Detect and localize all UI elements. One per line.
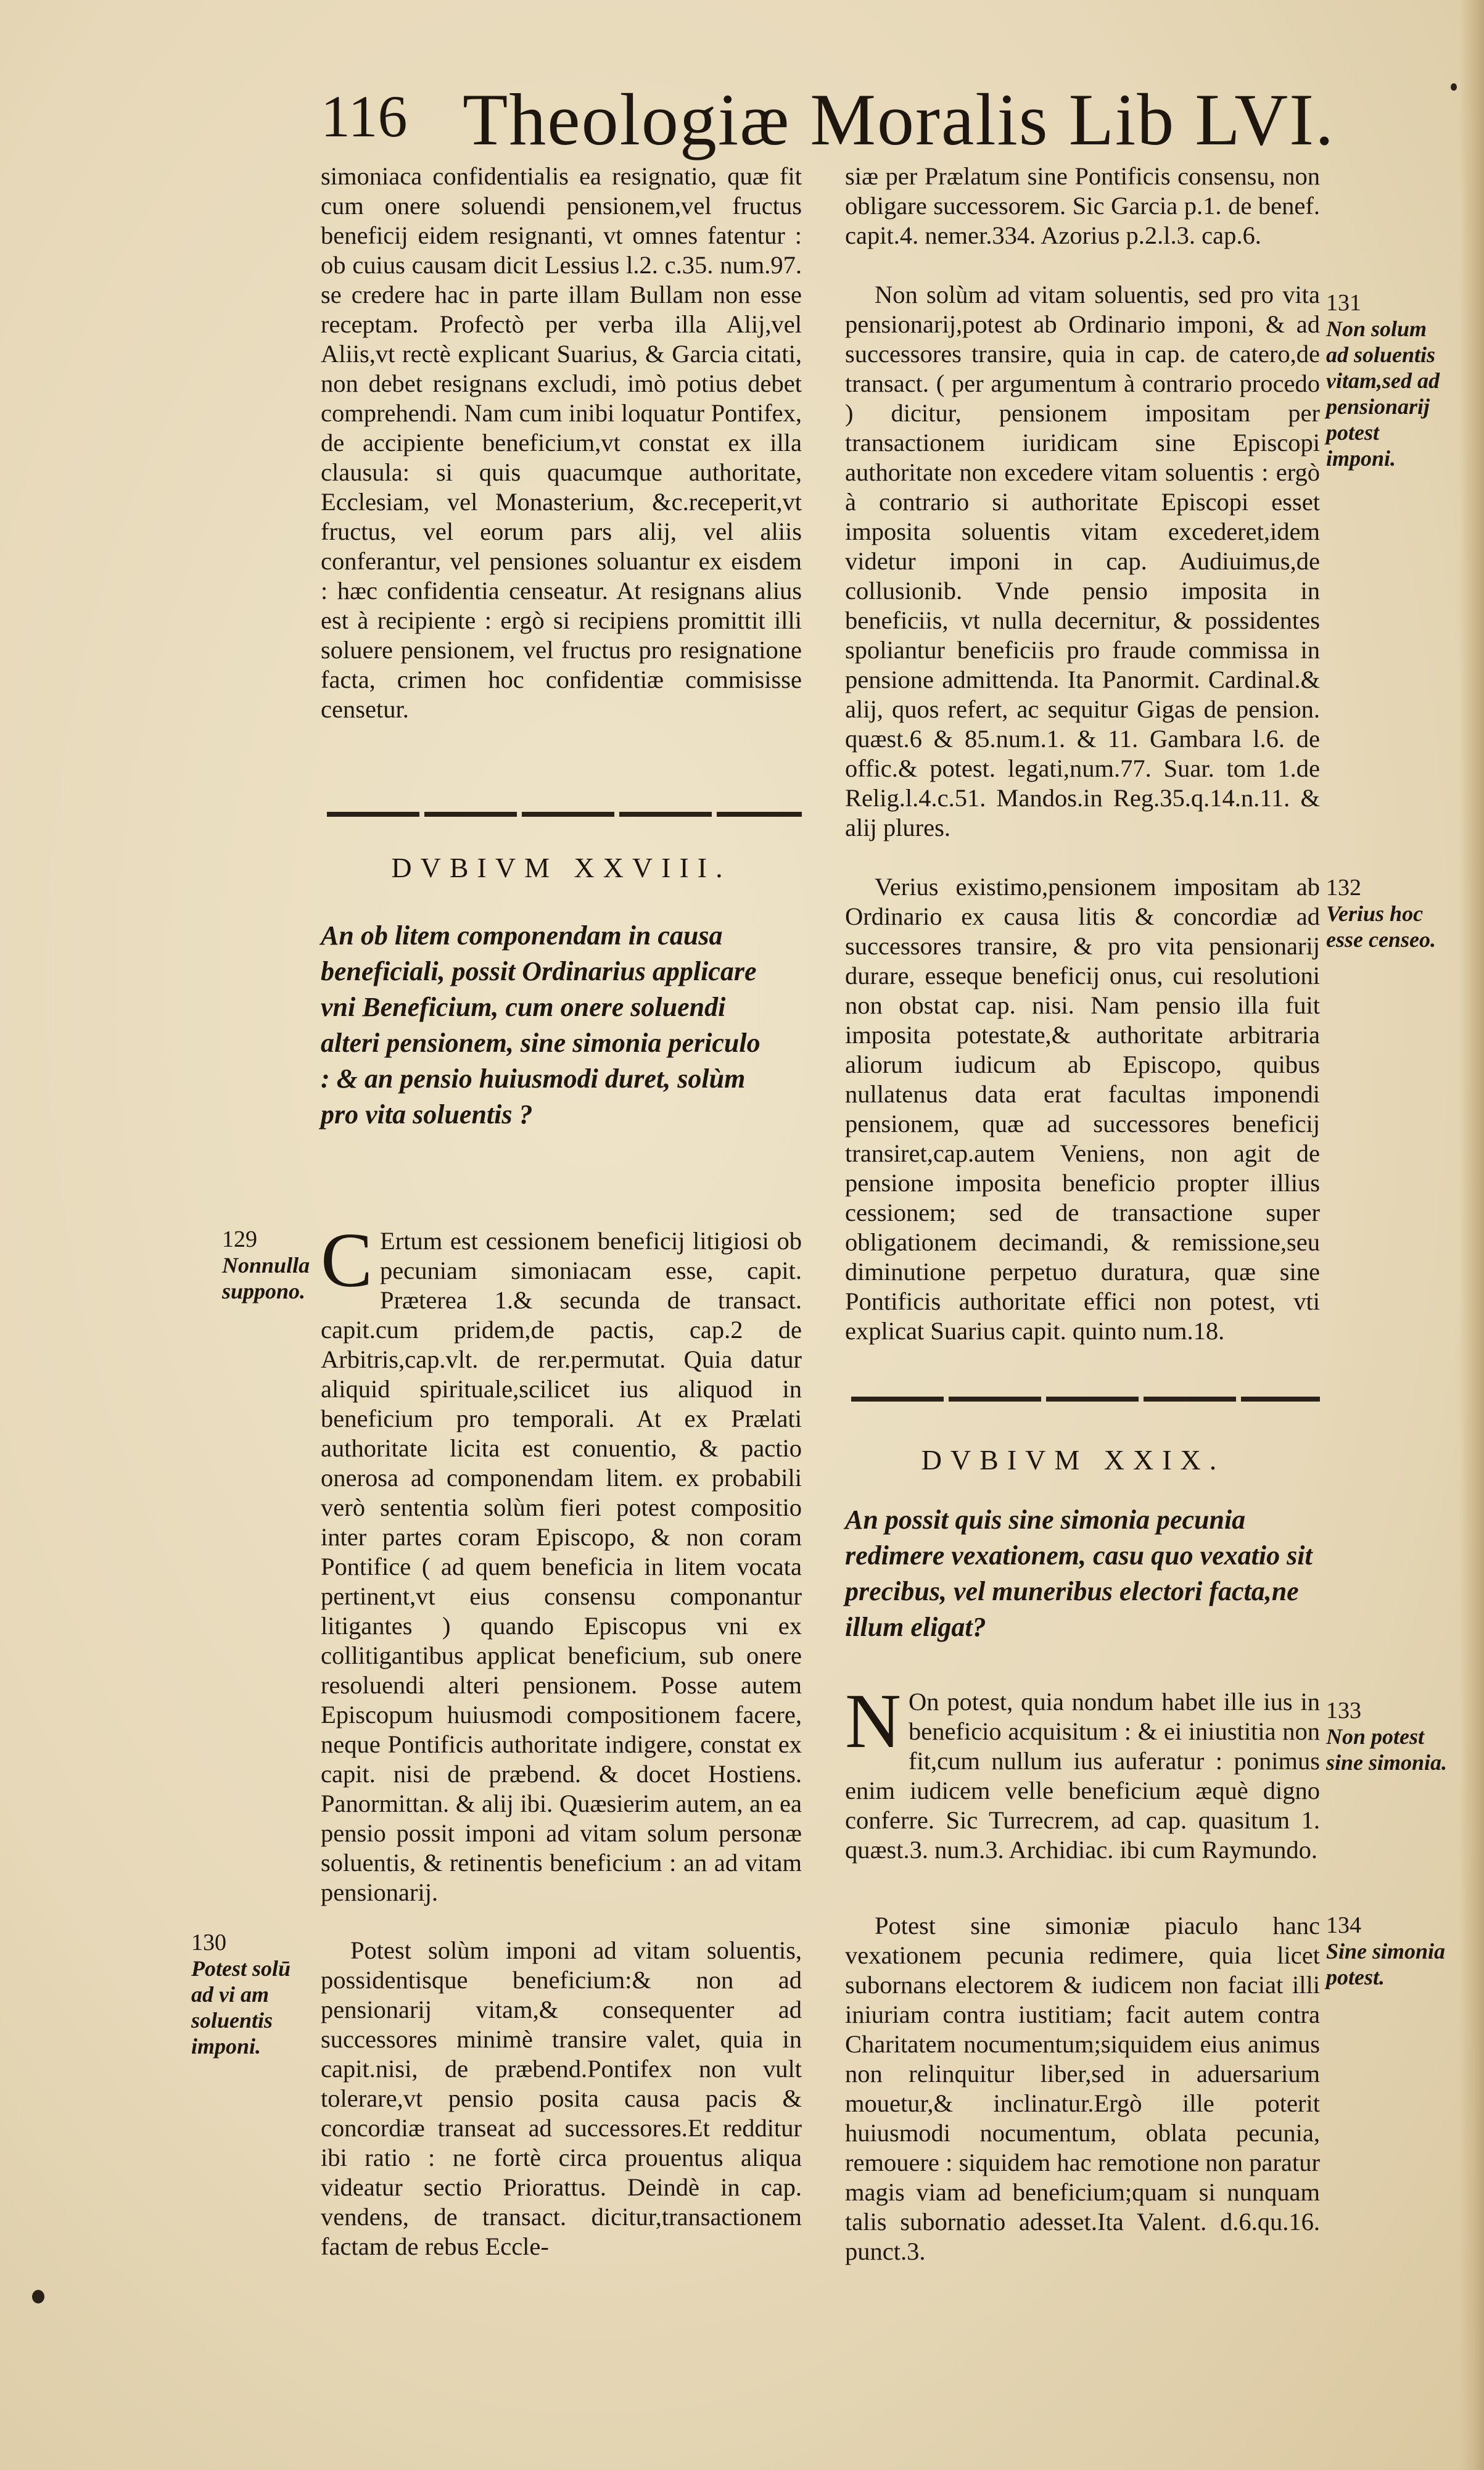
question-heading: An ob litem componendam in causa beneficiali, possit Ordinarius applicare vni Beneficium, cum onere soluendi alteri pensionem, sine simonia periculo : & an pensio huiusmodi duret, solùm pro vita soluentis ? <box>321 920 761 1130</box>
left-paragraph-1: simoniaca confidentialis ea resignatio, quæ fit cum onere soluendi pensionem,vel fructus beneficij eidem resignanti, vt omnes fatentur : ob cuius causam dicit Lessius l.2. c.35. num.97. se credere hac in parte illam Bullam non esse receptam. Profectò per verba illa Alij,vel Aliis,vt rectè explicant Suarius, & Garcia citati, non debet resignans excludi, imò potius debet comprehendi. Nam cum inibi loquatur Pontifex, de accipiente beneficium,vt constat ex illa clausula: si quis quacumque authoritate, Ecclesiam, vel Monasterium, &c.receperit,vt fructus, vel eorum pars alij, vel aliis conferantur, vel pensiones soluantur ex eisdem : hæc confidentia censeatur. At resignans alius est à recipiente : ergò si recipiens promittit illi soluere pensionem, vel fructus pro resignatione facta, crimen hoc confidentiæ commisisse censetur. <box>321 162 802 723</box>
margin-note-129: 129 Nonnulla suppono. <box>222 1226 310 1303</box>
running-title: Theologiæ Moralis Lib LVI. <box>463 78 1335 160</box>
dubium-title: DVBIVM XXIX. <box>921 1444 1226 1476</box>
margin-note-132: 132 Verius hoc esse censeo. <box>1326 875 1436 952</box>
margin-note-134: 134 Sine simonia potest. <box>1326 1912 1446 1989</box>
right-paragraph-4: N On potest, quia nondum habet ille ius in beneficio acquisitum : & ei iniustitia non fit,cum nullum ius auferatur : ponimus enim iudicem velle beneficium æquè digno conferre. Sic Turrecrem, ad cap. quasitum 1. quæst.3. num.3. Archidiac. ibi cum Raymundo. <box>845 1679 1320 1864</box>
dubium-title: DVBIVM XXVIII. <box>391 852 732 883</box>
right-paragraph-1: siæ per Prælatum sine Pontificis consensu, non obligare successorem. Sic Garcia p.1. de benef. capit.4. nemer.334. Azorius p.2.l.3. cap.6. <box>845 162 1320 249</box>
paper-speck <box>1451 83 1457 91</box>
page-header <box>321 77 1335 160</box>
page-number: 116 <box>321 83 408 149</box>
right-paragraph-5: Potest sine simoniæ piaculo hanc vexationem pecunia redimere, quia licet subornans electorem & iudicem non faciat illi iniuriam contra iustitiam; facit autem contra Charitatem nocumentum;siquidem eius animus non relinquitur liber,sed in aduersarium mouetur,& inclinatur.Ergò ille poterit huiusmodi nocumentum, oblata pecunia, remouere : siquidem hac remotione non paratur magis viam ad beneficium;quam si nunquam talis subornatio adesset.Ita Valent. d.6.qu.16. punct.3. <box>845 1912 1320 2265</box>
left-paragraph-3: Potest solùm imponi ad vitam soluentis, possidentisque beneficium:& non ad pensionarij vitam,& consequenter ad successores minimè transire valet, quia in capit.nisi, de præbend.Pontifex non vult tolerare,vt pensio posita causa pacis & concordiæ transeat ad successores.Et redditur ibi ratio : ne fortè circa prouentus aliqua videatur sectio Priorattus. Deindè in cap. vendens, de transact. dicitur,transactionem factam de rebus Eccle- <box>321 1936 802 2260</box>
paper-speck <box>32 2290 44 2303</box>
right-paragraph-2: Non solùm ad vitam soluentis, sed pro vita pensionarij,potest ab Ordinario imponi, & ad successores transire, quia in cap. de catero,de transact. ( per argumentum à contrario procedo ) dicitur, pensionem impositam per transactionem iuridicam sine Episcopi authoritate non excedere vitam soluentis : ergò à contrario si authoritate Episcopi esset imposita soluentis vitam excederet,idem videtur imponi in cap. Audiuimus,de collusionib. Vnde pensio imposita in beneficiis, vt nulla decernitur, & possidentes spoliantur beneficiis pro fraude commissa in pensione admittenda. Ita Panormit. Cardinal.& alij, quos refert, ac sequitur Gigas de pension. quæst.6 & 85.num.1. & 11. Gambara l.6. de offic.& potest. legati,num.77. Suar. tom 1.de Relig.l.4.c.51. Mandos.in Reg.35.q.14.n.11. & alij plures. <box>845 281 1320 841</box>
margin-note-133: 133 Non potest sine simonia. <box>1326 1698 1448 1775</box>
section-rule <box>851 1397 1320 1402</box>
right-paragraph-3: Verius existimo,pensionem impositam ab Ordinario ex causa litis & concordiæ ad successores transire, & pro vita pensionarij durare, esseque beneficij onus, cui resolutioni non obstat cap. nisi. Nam pensio illa fuit imposita potestate,& authoritate arbitraria aliorum iudicum ab Episcopo, quibus nullatenus data erat facultas imponendi pensionem, quæ ad successores beneficij transiret,cap.autem Veniens, non agit de pensione imposita beneficio propter illius cessionem; sed de transactione super obligationem decimandi, & remissione,seu diminutione perpetuo duratura, quæ sine Pontificis authoritate effici non potest, vti explicat Suarius capit. quinto num.18. <box>845 873 1320 1345</box>
margin-note-130: 130 Potest solū ad vi am soluentis imponi. <box>191 1930 291 2059</box>
section-rule <box>327 812 802 817</box>
drop-cap: C <box>321 1218 373 1303</box>
question-heading: An possit quis sine simonia pecunia redimere vexationem, casu quo vexatio sit precibus, vel muneribus electori facta,ne illum eligat? <box>845 1505 1313 1642</box>
page-edge <box>1459 0 1484 2470</box>
margin-note-131: 131 Non solum ad soluentis vitam,sed ad pensionarij potest imponi. <box>1326 290 1440 471</box>
drop-cap: N <box>845 1679 901 1764</box>
left-paragraph-2: C Ertum est cessionem beneficij litigiosi ob pecuniam simoniacam esse, capit. Præterea 1.& secunda de transact. capit.cum pridem,de pactis, cap.2 de Arbitris,cap.vlt. de rer.permutat. Quia datur aliquid spirituale,scilicet ius aliquod in beneficium pro temporali. At ex Prælati authoritate licita est conuentio, & pactio onerosa ad componendam litem. ex probabili verò sententia solùm fieri potest compositio inter partes coram Episcopo, & non coram Pontifice ( ad quem beneficia in litem vocata pertinent,vt eius consensu componantur litigantes ) quando Episcopus vni ex collitigantibus applicat beneficium, sub onere resoluendi alteri pensionem. Posse autem Episcopum huiusmodi compositionem facere, neque Pontificis authoritate indigere, constat ex capit. nisi de præbend. & docet Hostiens. Panormittan. & alij ibi. Quæsierim autem, an ea pensio possit imponi ad vitam solum personæ soluentis, & retinentis beneficium : an ad vitam pensionarij. <box>321 1218 802 1906</box>
